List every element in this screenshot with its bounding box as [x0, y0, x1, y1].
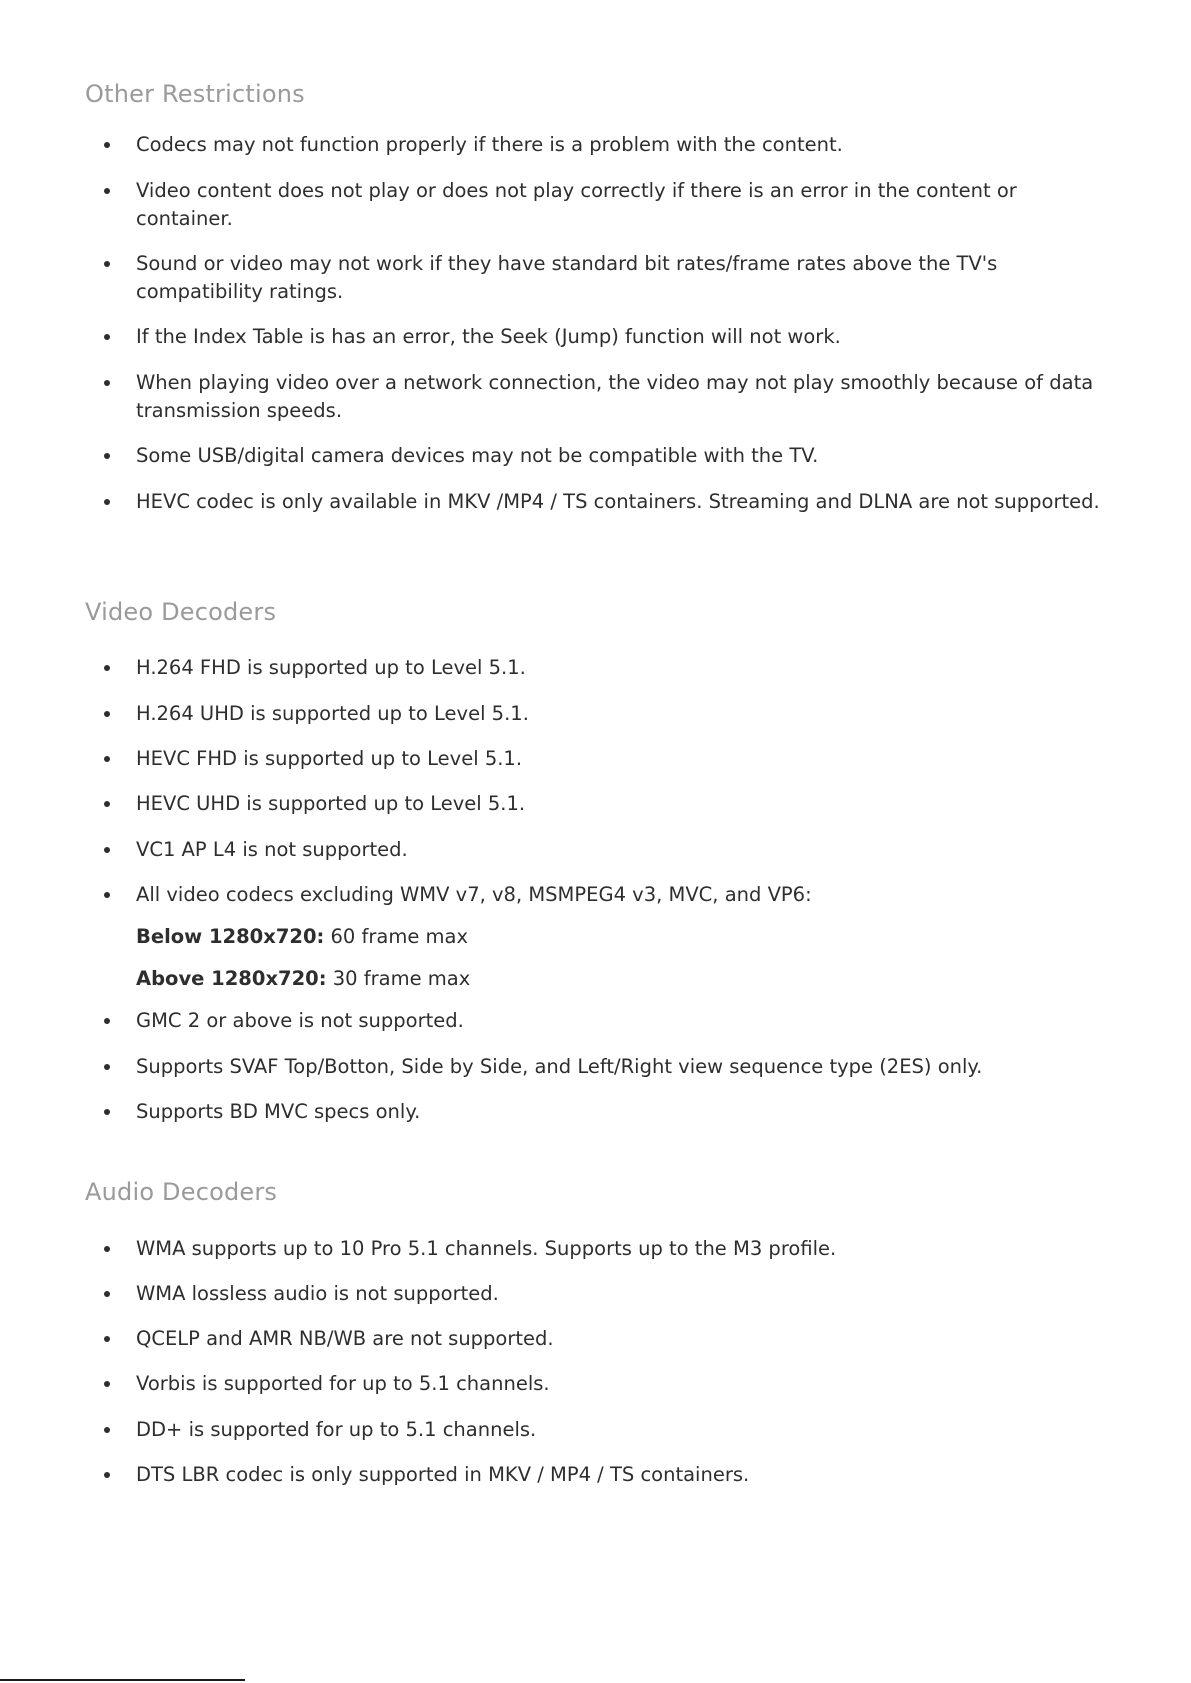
list-item: GMC 2 or above is not supported. [136, 1009, 464, 1032]
list-item: HEVC codec is only available in MKV /MP4 / TS containers. Streaming and DLNA are not supported. [136, 490, 1100, 513]
bullet-icon [104, 801, 110, 807]
list-item: Video content does not play or does not play correctly if there is an error in the content or container. [136, 179, 1017, 230]
bullet-icon [104, 1291, 110, 1297]
frame-limit-value: 60 frame max [324, 925, 469, 948]
bullet-icon [104, 380, 110, 386]
list-item: H.264 UHD is supported up to Level 5.1. [136, 702, 529, 725]
list-item: H.264 FHD is supported up to Level 5.1. [136, 656, 526, 679]
bullet-icon [104, 499, 110, 505]
list-item: Codecs may not function properly if there is a problem with the content. [136, 133, 843, 156]
bullet-icon [104, 892, 110, 898]
frame-limit-below [136, 923, 468, 951]
frame-limit-label: Above 1280x720: [136, 967, 327, 990]
list-item: DTS LBR codec is only supported in MKV / MP4 / TS containers. [136, 1463, 750, 1486]
list-item: DD+ is supported for up to 5.1 channels. [136, 1418, 537, 1441]
list-item: If the Index Table is has an error, the Seek (Jump) function will not work. [136, 325, 841, 348]
list-item: Sound or video may not work if they have standard bit rates/frame rates above the TV's compatibility ratings. [136, 252, 998, 303]
bullet-icon [104, 1246, 110, 1252]
bullet-icon [104, 1427, 110, 1433]
bullet-icon [104, 453, 110, 459]
footer-divider [0, 1679, 245, 1681]
section-heading-audio-decoders: Audio Decoders [85, 1178, 278, 1206]
frame-limit-above [136, 965, 470, 993]
bullet-icon [104, 334, 110, 340]
bullet-icon [104, 188, 110, 194]
frame-limit-label: Below 1280x720: [136, 925, 325, 948]
section-heading-other-restrictions: Other Restrictions [85, 80, 305, 108]
bullet-icon [104, 1472, 110, 1478]
list-item: When playing video over a network connection, the video may not play smoothly because of data transmission speeds. [136, 371, 1094, 422]
list-item: WMA supports up to 10 Pro 5.1 channels. Supports up to the M3 profile. [136, 1237, 837, 1260]
bullet-icon [104, 1381, 110, 1387]
frame-limit-value: 30 frame max [326, 967, 471, 990]
section-heading-video-decoders: Video Decoders [85, 598, 277, 626]
list-item: WMA lossless audio is not supported. [136, 1282, 499, 1305]
list-item: Supports BD MVC specs only. [136, 1100, 421, 1123]
bullet-icon [104, 1018, 110, 1024]
bullet-icon [104, 261, 110, 267]
list-item: HEVC UHD is supported up to Level 5.1. [136, 792, 526, 815]
bullet-icon [104, 665, 110, 671]
bullet-icon [104, 847, 110, 853]
list-item: Some USB/digital camera devices may not be compatible with the TV. [136, 444, 819, 467]
list-item: Vorbis is supported for up to 5.1 channels. [136, 1372, 550, 1395]
bullet-icon [104, 1336, 110, 1342]
list-item: All video codecs excluding WMV v7, v8, MSMPEG4 v3, MVC, and VP6: [136, 883, 812, 906]
list-item: HEVC FHD is supported up to Level 5.1. [136, 747, 523, 770]
bullet-icon [104, 1109, 110, 1115]
bullet-icon [104, 711, 110, 717]
list-item: VC1 AP L4 is not supported. [136, 838, 408, 861]
bullet-icon [104, 1064, 110, 1070]
bullet-icon [104, 142, 110, 148]
list-item: Supports SVAF Top/Botton, Side by Side, and Left/Right view sequence type (2ES) only. [136, 1055, 983, 1078]
list-item: QCELP and AMR NB/WB are not supported. [136, 1327, 554, 1350]
bullet-icon [104, 756, 110, 762]
